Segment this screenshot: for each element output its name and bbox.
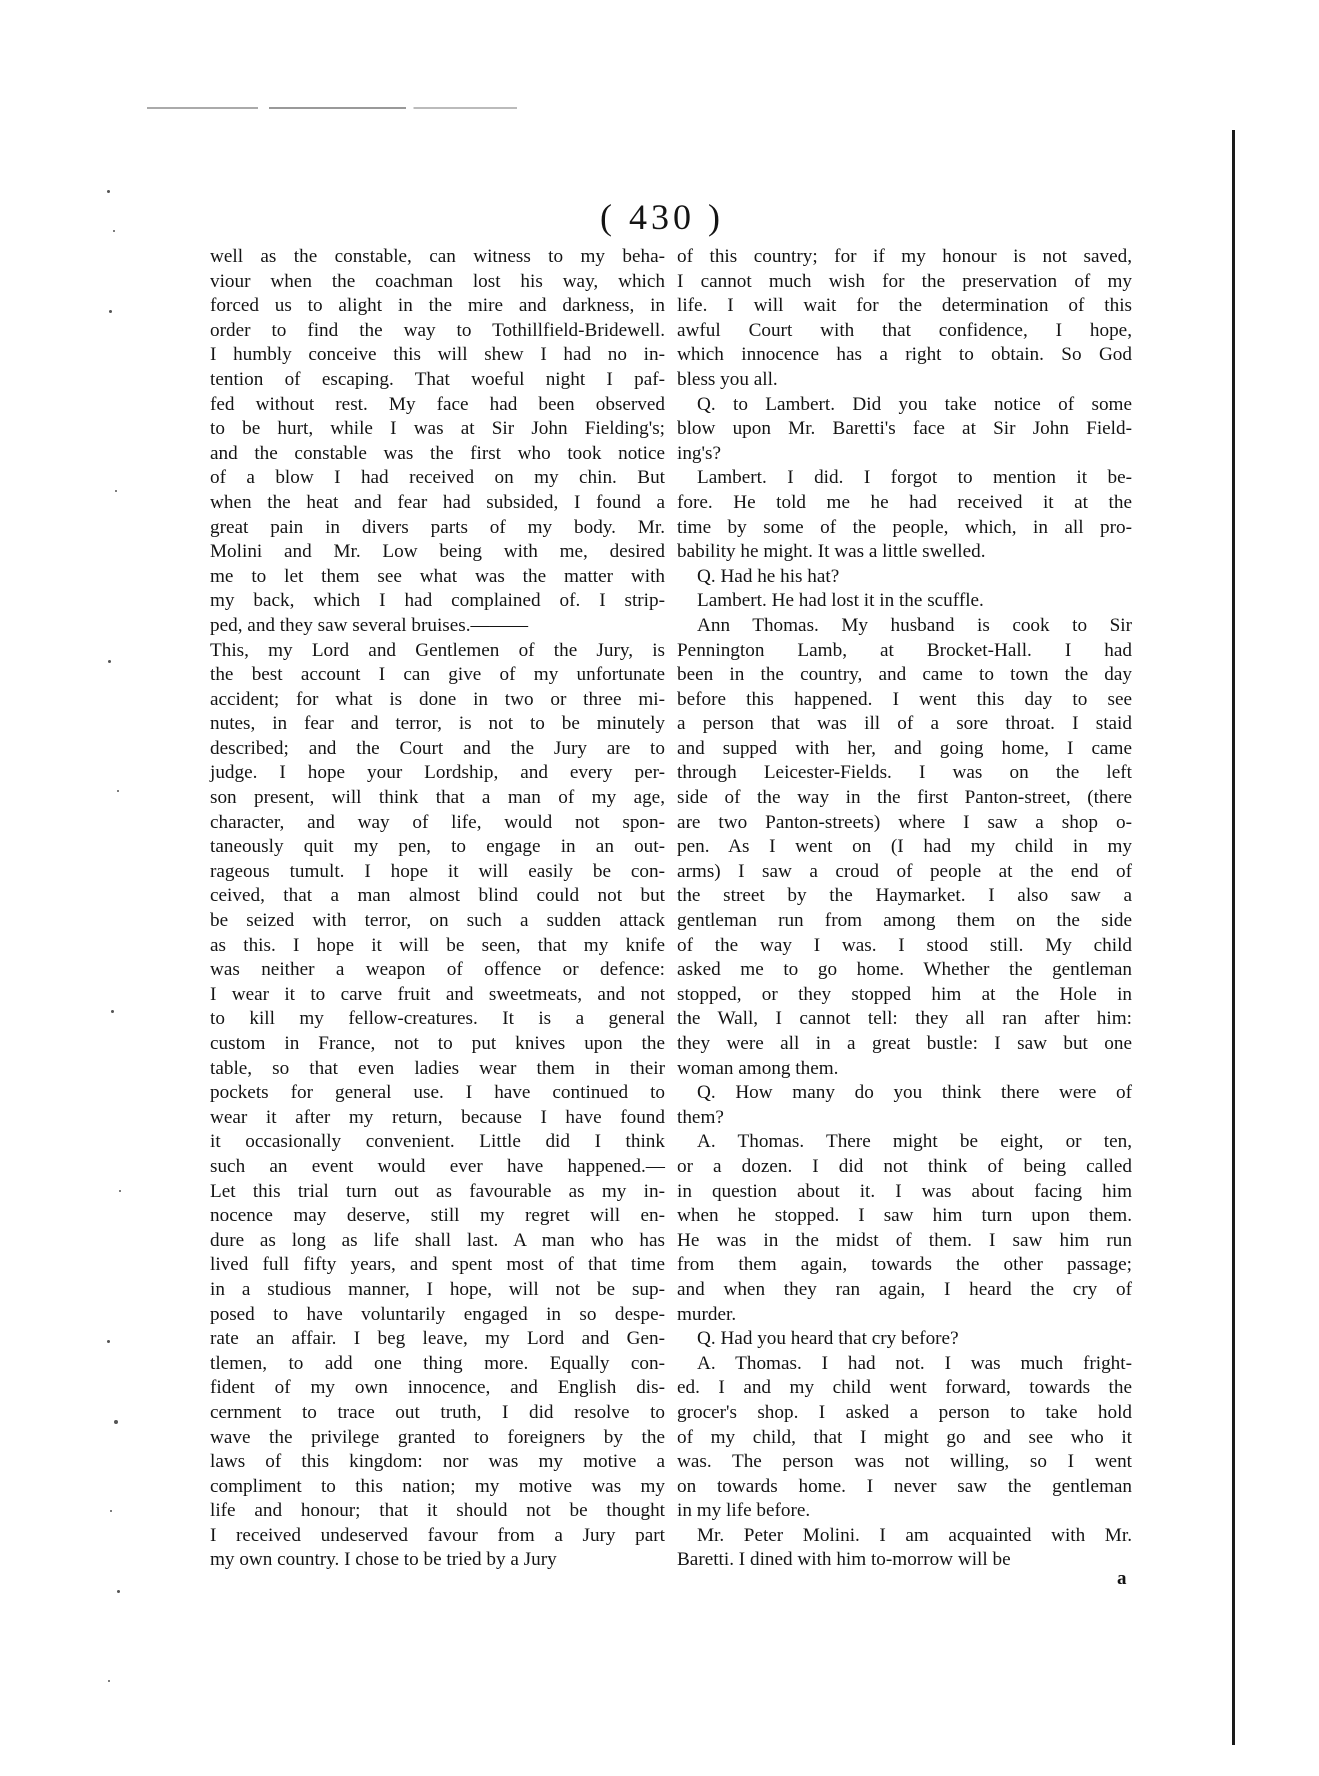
text-line: been in the country, and came to town the day xyxy=(677,664,1132,686)
scan-speck xyxy=(117,790,119,792)
text-line: custom in France, not to put knives upon the xyxy=(210,1033,665,1054)
text-line: in a studious manner, I hope, will not be sup- xyxy=(210,1278,665,1300)
text-line: I cannot much wish for the preservation of my xyxy=(677,270,1132,292)
text-line: ceived, that a man almost blind could not but xyxy=(210,885,665,907)
text-line: life and honour; that it should not be thought xyxy=(210,1500,665,1522)
text-line: I wear it to carve fruit and sweetmeats, and not xyxy=(210,983,665,1005)
text-line: such an event would ever have happened.— xyxy=(210,1155,665,1177)
left-text-column xyxy=(210,245,665,1573)
text-line: accident; for what is done in two or three mi- xyxy=(210,688,665,710)
text-line: and supped with her, and going home, I came xyxy=(677,737,1132,759)
text-line: taneously quit my pen, to engage in an out- xyxy=(210,836,665,858)
text-line: son present, will think that a man of my age, xyxy=(210,787,665,809)
text-line: fore. He told me he had received it at the xyxy=(677,491,1132,513)
scan-speck xyxy=(117,1590,120,1593)
text-line: as this. I hope it will be seen, that my knife xyxy=(210,934,665,956)
text-line: time by some of the people, which, in all pro- xyxy=(677,516,1132,538)
scan-speck xyxy=(107,1340,110,1343)
text-line: Lambert. I did. I forgot to mention it be- xyxy=(697,467,1132,489)
text-line: A. Thomas. There might be eight, or ten, xyxy=(697,1131,1132,1153)
text-line: tention of escaping. That woeful night I paf- xyxy=(210,368,665,390)
text-line: well as the constable, can witness to my beha- xyxy=(210,246,665,267)
text-line: Molini and Mr. Low being with me, desired xyxy=(210,541,665,563)
text-line: Q. to Lambert. Did you take notice of some xyxy=(697,393,1132,415)
text-line: ed. I and my child went forward, towards the xyxy=(677,1377,1132,1399)
text-line: before this happened. I went this day to see xyxy=(677,688,1132,710)
text-line: judge. I hope your Lordship, and every per- xyxy=(210,762,665,784)
text-line: was. The person was not willing, so I went xyxy=(677,1451,1132,1473)
text-line: through Leicester-Fields. I was on the left xyxy=(677,762,1132,784)
text-line: rageous tumult. I hope it will easily be con- xyxy=(210,860,665,882)
text-line: of this country; for if my honour is not saved, xyxy=(677,246,1132,267)
text-line: a person that was ill of a sore throat. I staid xyxy=(677,713,1132,735)
text-line: the best account I can give of my unfortunate xyxy=(210,664,665,686)
scan-speck xyxy=(119,1190,121,1192)
text-line: ing's? xyxy=(677,442,721,464)
text-line: of my child, that I might go and see who it xyxy=(677,1426,1132,1448)
text-line: Baretti. I dined with him to-morrow will be xyxy=(677,1549,1011,1571)
text-line: grocer's shop. I asked a person to take hold xyxy=(677,1401,1132,1423)
text-line: wave the privilege granted to foreigners by the xyxy=(210,1426,665,1448)
text-line: them? xyxy=(677,1106,724,1128)
text-line: This, my Lord and Gentlemen of the Jury, is xyxy=(210,639,665,661)
text-line: Q. Had you heard that cry before? xyxy=(697,1328,959,1350)
text-line: arms) I saw a croud of people at the end of xyxy=(677,860,1132,882)
text-line: the street by the Haymarket. I also saw a xyxy=(677,885,1132,907)
scan-speck xyxy=(111,1010,114,1013)
text-line: my back, which I had complained of. I strip- xyxy=(210,590,665,612)
text-line: me to let them see what was the matter with xyxy=(210,565,665,587)
text-line: gentleman run from among them on the side xyxy=(677,910,1132,932)
scan-speck xyxy=(109,310,112,313)
top-edge-rule xyxy=(147,107,517,109)
text-line: nocence may deserve, still my regret will en- xyxy=(210,1205,665,1227)
text-line: asked me to go home. Whether the gentleman xyxy=(677,959,1132,981)
text-line: Mr. Peter Molini. I am acquainted with Mr. xyxy=(697,1524,1132,1546)
text-line: from them again, towards the other passage; xyxy=(677,1254,1132,1276)
text-line: Lambert. He had lost it in the scuffle. xyxy=(697,590,984,612)
text-line: be seized with terror, on such a sudden attack xyxy=(210,910,665,932)
text-line: ped, and they saw several bruises.——— xyxy=(210,614,529,636)
text-line: cernment to trace out truth, I did resolve to xyxy=(210,1401,665,1423)
text-line: of a blow I had received on my chin. But xyxy=(210,467,665,489)
scan-speck xyxy=(114,1420,118,1424)
text-line: character, and way of life, would not spon- xyxy=(210,811,665,833)
text-line: described; and the Court and the Jury are to xyxy=(210,737,665,759)
text-line: bless you all. xyxy=(677,368,778,390)
text-line: tlemen, to add one thing more. Equally con- xyxy=(210,1352,665,1374)
text-line: blow upon Mr. Baretti's face at Sir John Field- xyxy=(677,418,1132,440)
text-line: I humbly conceive this will shew I had no in- xyxy=(210,344,665,366)
text-line: Q. Had he his hat? xyxy=(697,565,840,587)
text-line: Pennington Lamb, at Brocket-Hall. I had xyxy=(677,639,1132,661)
text-line: viour when the coachman lost his way, which xyxy=(210,270,665,292)
text-line: pockets for general use. I have continued to xyxy=(210,1082,665,1104)
text-line: awful Court with that confidence, I hope, xyxy=(677,319,1132,341)
text-line: Ann Thomas. My husband is cook to Sir xyxy=(697,614,1132,636)
text-line: or a dozen. I did not think of being called xyxy=(677,1155,1132,1177)
text-line: great pain in divers parts of my body. Mr. xyxy=(210,516,665,538)
text-line: nutes, in fear and terror, is not to be minutely xyxy=(210,713,665,735)
scan-speck xyxy=(108,1680,110,1682)
text-line: of the way I was. I stood still. My child xyxy=(677,934,1132,956)
text-line: on towards home. I never saw the gentleman xyxy=(677,1475,1132,1497)
text-line: fed without rest. My face had been observed xyxy=(210,393,665,415)
text-line: my own country. I chose to be tried by a Jury xyxy=(210,1549,557,1571)
text-line: stopped, or they stopped him at the Hole in xyxy=(677,983,1132,1005)
text-line: in question about it. I was about facing him xyxy=(677,1180,1132,1202)
catchword: a xyxy=(1117,1568,1127,1589)
text-line: when the heat and fear had subsided, I found a xyxy=(210,491,665,513)
text-line: Q. How many do you think there were of xyxy=(697,1082,1132,1104)
text-line: laws of this kingdom: nor was my motive a xyxy=(210,1451,665,1473)
scan-speck xyxy=(108,660,111,663)
text-line: forced us to alight in the mire and darkness, in xyxy=(210,295,665,317)
text-line: it occasionally convenient. Little did I think xyxy=(210,1131,665,1153)
text-line: posed to have voluntarily engaged in so despe- xyxy=(210,1303,665,1325)
text-line: life. I will wait for the determination of this xyxy=(677,295,1132,317)
scan-speck xyxy=(107,190,110,193)
text-line: table, so that even ladies wear them in their xyxy=(210,1057,665,1079)
text-line: order to find the way to Tothillfield-Bridewell. xyxy=(210,319,665,341)
scan-speck xyxy=(113,230,115,232)
text-line: when he stopped. I saw him turn upon them. xyxy=(677,1205,1132,1227)
text-line: the Wall, I cannot tell: they all ran after him: xyxy=(677,1008,1132,1030)
text-line: bability he might. It was a little swelled. xyxy=(677,541,986,563)
text-line: which innocence has a right to obtain. So God xyxy=(677,344,1132,366)
right-text-column xyxy=(677,245,1132,1573)
scan-speck xyxy=(115,490,117,492)
text-line: they were all in a great bustle: I saw but one xyxy=(677,1033,1132,1054)
page-number: ( 430 ) xyxy=(600,197,724,237)
text-line: rate an affair. I beg leave, my Lord and Gen- xyxy=(210,1328,665,1350)
text-line: He was in the midst of them. I saw him run xyxy=(677,1229,1132,1251)
right-margin-rule xyxy=(1232,130,1235,1745)
gutter-speckle xyxy=(105,190,125,1750)
text-line: to kill my fellow-creatures. It is a general xyxy=(210,1008,665,1030)
text-line: murder. xyxy=(677,1303,737,1325)
text-line: pen. As I went on (I had my child in my xyxy=(677,836,1132,858)
text-line: lived full fifty years, and spent most of that time xyxy=(210,1254,665,1276)
text-line: woman among them. xyxy=(677,1057,839,1079)
text-line: I received undeserved favour from a Jury part xyxy=(210,1524,665,1546)
text-line: wear it after my return, because I have found xyxy=(210,1106,665,1128)
text-line: to be hurt, while I was at Sir John Fielding's; xyxy=(210,418,665,440)
text-line: fident of my own innocence, and English dis- xyxy=(210,1377,665,1399)
text-line: A. Thomas. I had not. I was much fright- xyxy=(697,1352,1132,1374)
text-line: dure as long as life shall last. A man who has xyxy=(210,1229,665,1251)
text-line: compliment to this nation; my motive was my xyxy=(210,1475,665,1497)
text-line: side of the way in the first Panton-street, (there xyxy=(677,787,1132,809)
text-line: and when they ran again, I heard the cry of xyxy=(677,1278,1132,1300)
scan-speck xyxy=(110,1510,112,1512)
text-line: was neither a weapon of offence or defence: xyxy=(210,959,665,981)
text-line: are two Panton-streets) where I saw a shop o- xyxy=(677,811,1132,833)
text-line: in my life before. xyxy=(677,1500,811,1522)
text-line: and the constable was the first who took notice xyxy=(210,442,665,464)
text-line: Let this trial turn out as favourable as my in- xyxy=(210,1180,665,1202)
